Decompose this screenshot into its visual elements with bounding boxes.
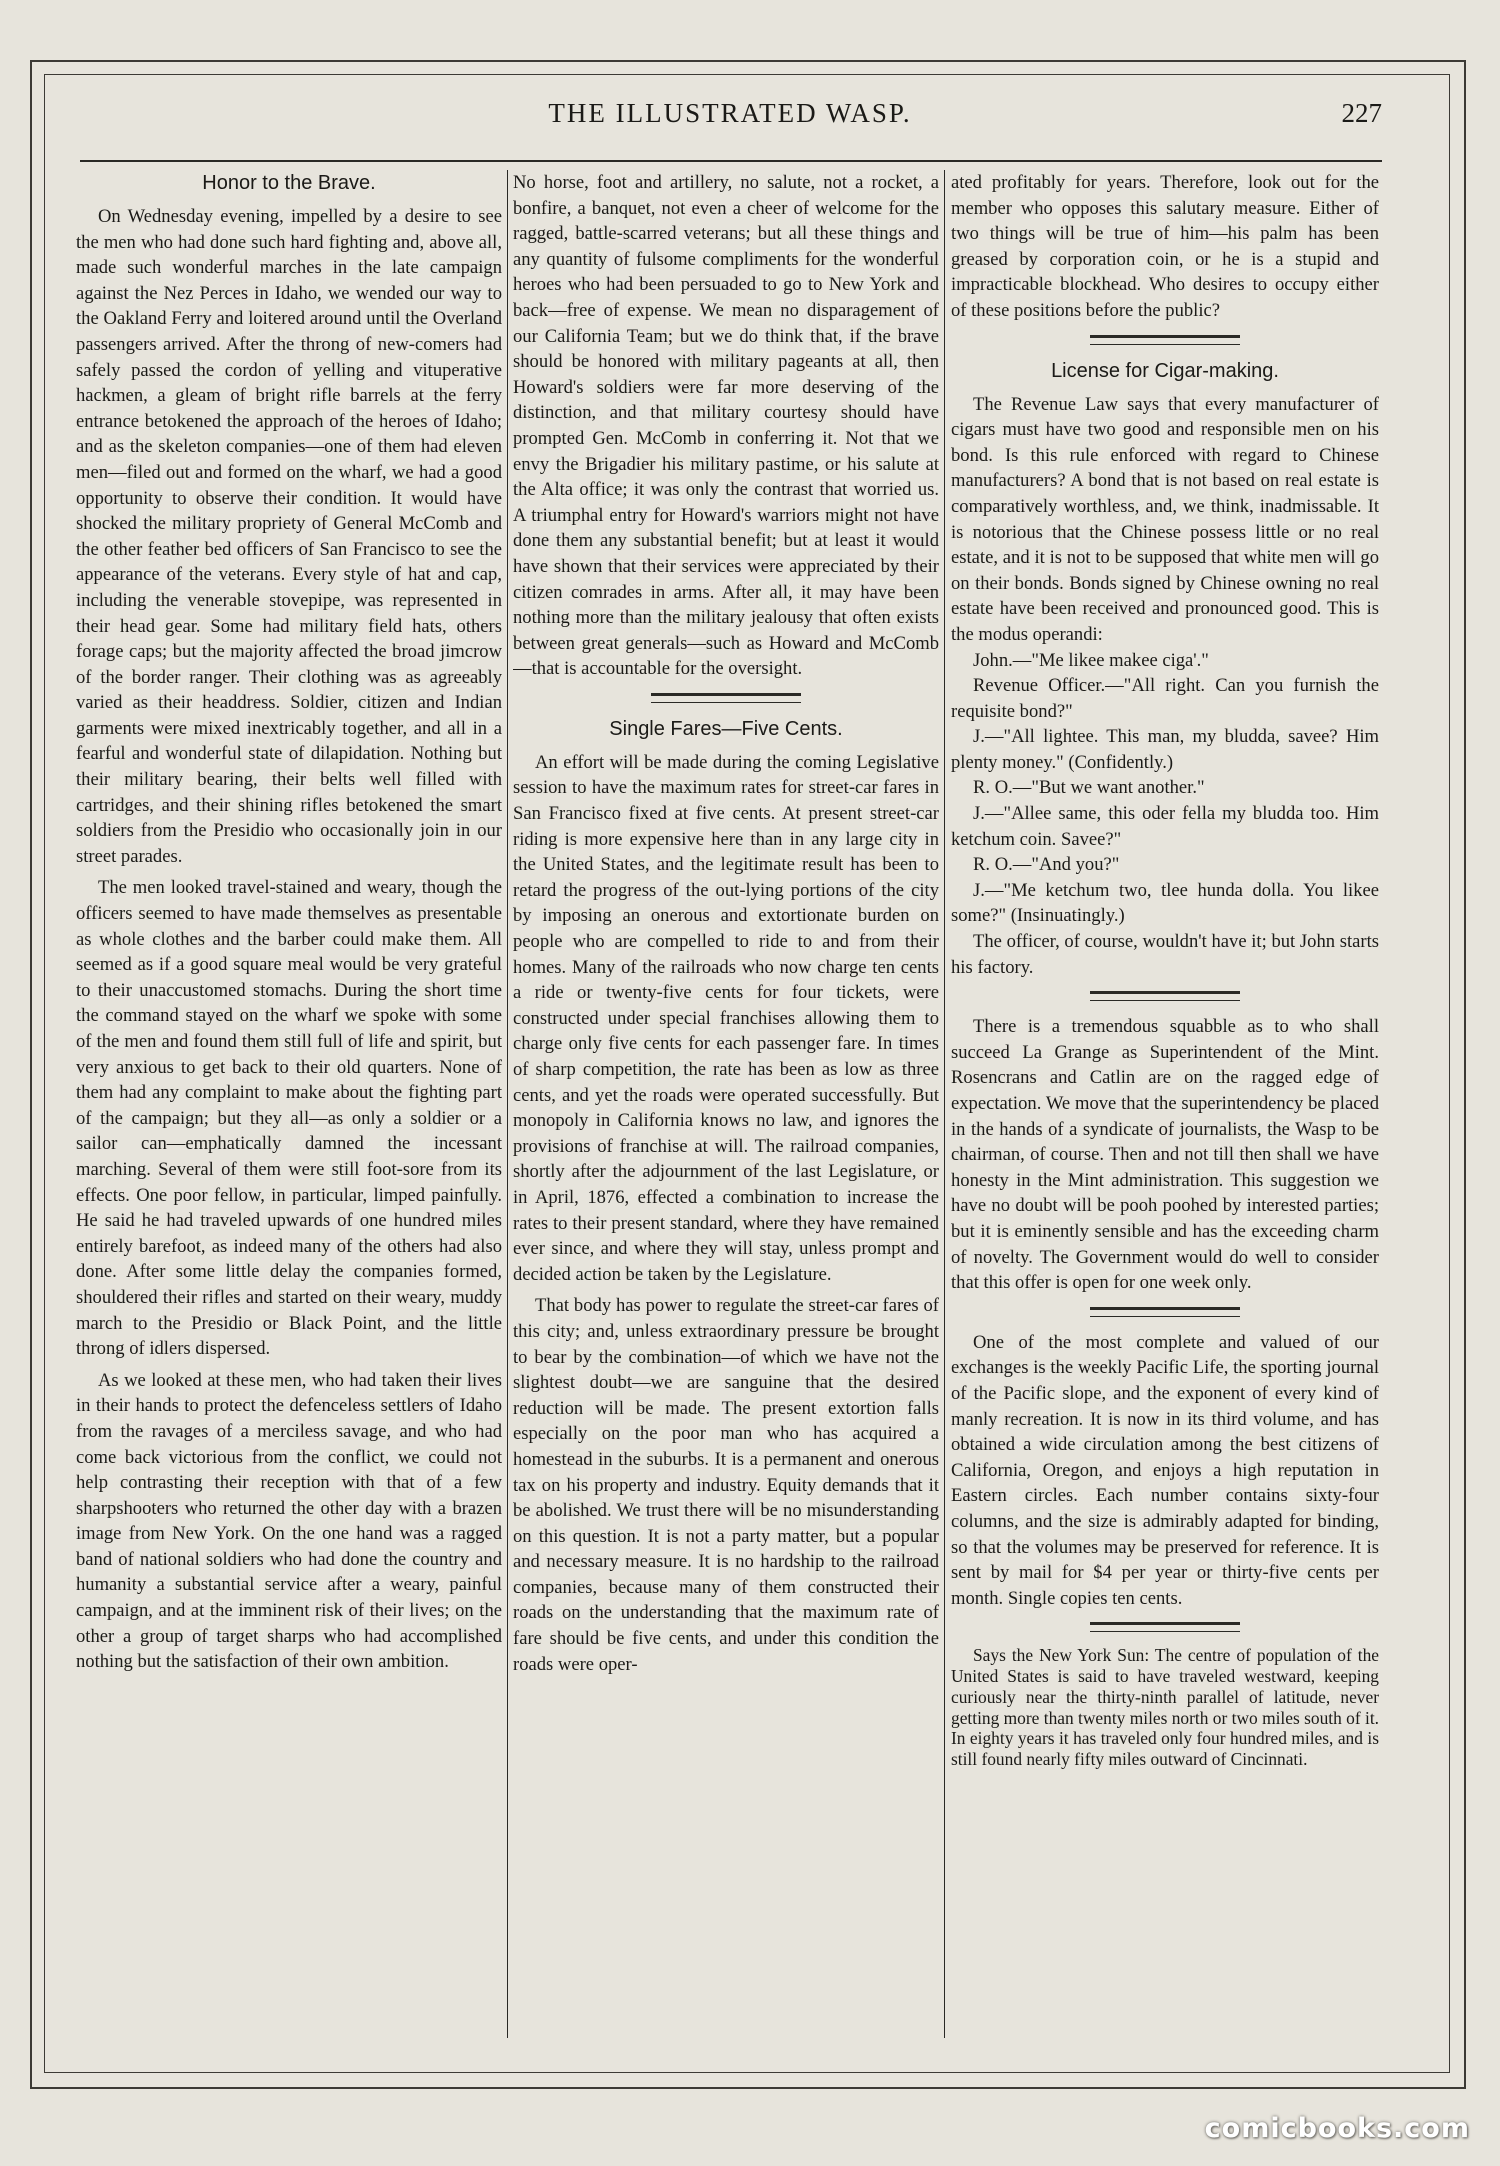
dialogue-line: The officer, of course, wouldn't have it; but John starts his factory. xyxy=(951,931,1379,978)
watermark: comicbooks.com xyxy=(1204,2113,1470,2144)
column-divider-1 xyxy=(507,170,508,2038)
page-header-title: THE ILLUSTRATED WASP. xyxy=(548,98,912,128)
article-paragraph-continued: No horse, foot and artillery, no salute, not a rocket, a bonfire, a banquet, not even a cheer of welcome for the ragged, battle-scarred veterans; but all these things and any quantity of fulsome compliments for the wonderful heroes who had been persuaded to go to New York and back—free of expense. We mean no disparagement of our California Team; but we do think that, if the brave should be honored with military pageants at all, then Howard's soldiers were far more deserving of the distinction, and that military courtesy should have prompted Gen. McComb in conferring it. Not that we envy the Brigadier his military pastime, or his salute at the Alta office; it was only the contrast that worried us. A triumphal entry for Howard's warriors might not have done them any substantial benefit; but at least it would have shown that their services were appreciated by their citizen comrades in arms. After all, it may have been nothing more than the military jealousy that often exists between great generals—such as Howard and McComb—that is accountable for the oversight. xyxy=(513,172,939,680)
column-3 xyxy=(951,170,1379,2038)
dialogue-line: John.—"Me likee makee ciga'." xyxy=(973,649,1209,671)
section-separator xyxy=(1090,1622,1240,1632)
dialogue-line: R. O.—"But we want another." xyxy=(973,777,1205,799)
article-paragraph: The men looked travel-stained and weary, though the officers seemed to have made themselves as presentable as whole clothes and the barber could make them. All seemed as if a good square meal would be very grateful to their unaccustomed stomachs. During the short time the command stayed on the wharf we spoke with some of the men and found them still full of life and spirit, but very anxious to get back to their old quarters. None of them had any complaint to make about the fighting part of the campaign; but they all—as only a soldier or a sailor can—emphatically damned the incessant marching. Several of them were still foot-sore from its effects. One poor fellow, in particular, limped painfully. He said he had traveled upwards of one hundred miles entirely barefoot, as indeed many of the others had also done. After some little delay the companies formed, shouldered their rifles and started on their weary, muddy march to the Presidio or Black Point, and the little throng of idlers dispersed. xyxy=(76,877,502,1360)
article-title-license-for-cigar-making: License for Cigar-making. xyxy=(1051,359,1279,382)
section-separator xyxy=(651,693,801,703)
article-paragraph: On Wednesday evening, impelled by a desire to see the men who had done such hard fighting and, above all, made such wonderful marches in the late campaign against the Nez Perces in Idaho, we wended our way to the Oakland Ferry and loitered around until the Overland passengers arrived. After the throng of new-comers had safely passed the cordon of yelling and vituperative hackmen, a gleam of bright rifle barrels at the ferry entrance betokened the approach of the heroes of Idaho; and as the skeleton companies—one of them had eleven men—filed out and formed on the wharf, we had a good opportunity to observe their condition. It would have shocked the military propriety of General McComb and the other feather bed officers of San Francisco to see the appearance of the veterans. Every style of hat and cap, including the venerable stovepipe, was represented in their head gear. Some had military field hats, others forage caps; but the majority affected the broad jimcrow of the border ranger. Their clothing was as agreeably varied as their headdress. Soldier, citizen and Indian garments were mixed inextricably together, and all in a fearful and wonderful state of dilapidation. Nothing but their military bearing, their belts well filled with cartridges, and their shining rifles betokened the smart soldiers from the Presidio who occasionally join in our street parades. xyxy=(76,206,502,867)
article-title-honor-to-the-brave: Honor to the Brave. xyxy=(202,172,376,194)
dialogue-line: R. O.—"And you?" xyxy=(973,854,1120,876)
dialogue-line: J.—"Allee same, this oder fella my bludda too. Him ketchum coin. Savee?" xyxy=(951,803,1379,850)
article-paragraph: That body has power to regulate the street-car fares of this city; and, unless extraordinary pressure be brought to bear by the combination—of which we have not the slightest doubt—we are sanguine that the desired reduction will be made. The present extortion falls especially on the poor man who has acquired a homestead in the suburbs. It is a permanent and onerous tax on his property and industry. Equity demands that it be abolished. We trust there will be no misunderstanding on this question. It is not a party matter, but a popular and necessary measure. It is no hardship to the railroad companies, because many of them constructed their roads on the understanding that the maximum rate of fare should be five cents, and under this condition the roads were oper- xyxy=(513,1295,939,1675)
column-divider-2 xyxy=(944,170,945,2038)
header-rule xyxy=(80,160,1382,162)
article-paragraph: As we looked at these men, who had taken their lives in their hands to protect the defenceless settlers of Idaho from the ravages of a merciless savage, and who had come back victorious from the conflict, we could not help contrasting their reception with that of a few sharpshooters who returned the other day with a brazen image from New York. On the one hand was a ragged band of national soldiers who had done the country and humanity a substantial service after a weary, painful campaign, and at the imminent risk of their lives; on the other a group of target sharps who had accomplished nothing but the satisfaction of their own ambition. xyxy=(76,1369,502,1673)
page-number: 227 xyxy=(1341,98,1382,128)
article-paragraph: The Revenue Law says that every manufacturer of cigars must have two good and responsible men on his bond. Is this rule enforced with regard to Chinese manufacturers? A bond that is not based on real estate is comparatively worthless, and, we think, inadmissable. It is notorious that the Chinese possess little or no real estate, and it is not to be supposed that white men will go on their bonds. Bonds signed by Chinese owning no real estate have been received and pronounced good. This is the modus operandi: xyxy=(951,393,1379,645)
section-separator xyxy=(1090,335,1240,345)
article-paragraph: An effort will be made during the coming Legislative session to have the maximum rates for street-car fares in San Francisco fixed at five cents. At present street-car riding is more expensive here than in any large city in the United States, and the legitimate result has been to retard the progress of the out-lying portions of the city by imposing an onerous and extortionate burden on people who are compelled to ride to and from their homes. Many of the railroads who now charge ten cents a ride or twenty-five cents for four tickets, were constructed under special franchises allowing them to charge only five cents for each passenger fare. In times of sharp competition, the rate has been as low as three cents, and yet the roads were operated successfully. But monopoly in California knows no law, and ignores the provisions of franchise at will. The railroad companies, shortly after the adjournment of the last Legislature, or in April, 1876, effected a combination to increase the rates to their present standard, where they have remained ever since, and where they will stay, unless prompt and decided action be taken by the Legislature. xyxy=(513,751,939,1285)
dialogue-line: Revenue Officer.—"All right. Can you furnish the requisite bond?" xyxy=(951,675,1379,722)
article-title-single-fares: Single Fares—Five Cents. xyxy=(609,717,843,740)
dialogue-line: J.—"Me ketchum two, tlee hunda dolla. You likee some?" (Insinuatingly.) xyxy=(951,879,1379,927)
column-1 xyxy=(76,170,502,2038)
article-paragraph-pacific-life: One of the most complete and valued of our exchanges is the weekly Pacific Life, the sporting journal of the Pacific slope, and the exponent of every kind of manly recreation. It is now in its third volume, and has obtained a wide circulation among the best citizens of California, Oregon, and enjoys a high reputation in Eastern circles. Each number contains sixty-four columns, and the size is admirably adapted for binding, so that the volumes may be preserved for reference. It is sent by mail for $4 per year or thirty-five cents per month. Single copies ten cents. xyxy=(951,1331,1379,1609)
article-paragraph-mint: There is a tremendous squabble as to who shall succeed La Grange as Superintendent of the Mint. Rosencrans and Catlin are on the ragged edge of expectation. We move that the superintendency be placed in the hands of a syndicate of journalists, the Wasp to be chairman, of course. Then and not till then shall we have honesty in the Mint administration. This suggestion we have no doubt will be pooh poohed by interested parties; but it is eminently sensible and has the exceeding charm of novelty. The Government would do well to consider that this offer is open for one week only. xyxy=(951,1016,1379,1294)
article-paragraph-population-centre: Says the New York Sun: The centre of population of the United States is said to have traveled westward, keeping curiously near the thirty-ninth parallel of latitude, never getting more than twenty miles north or two miles south of it. In eighty years it has traveled only four hundred miles, and is still found nearly fifty miles outward of Cincinnati. xyxy=(951,1645,1379,1770)
section-separator xyxy=(1090,991,1240,1001)
section-separator xyxy=(1090,1307,1240,1317)
dialogue-line: J.—"All lightee. This man, my bludda, savee? Him plenty money." (Confidently.) xyxy=(951,726,1379,773)
column-2 xyxy=(513,170,939,2038)
article-paragraph-continued: ated profitably for years. Therefore, look out for the member who opposes this salutary measure. Either of two things will be true of him—his palm has been greased by corporation coin, or he is a stupid and impracticable blockhead. Who desires to occupy either of these positions before the public? xyxy=(951,172,1379,321)
